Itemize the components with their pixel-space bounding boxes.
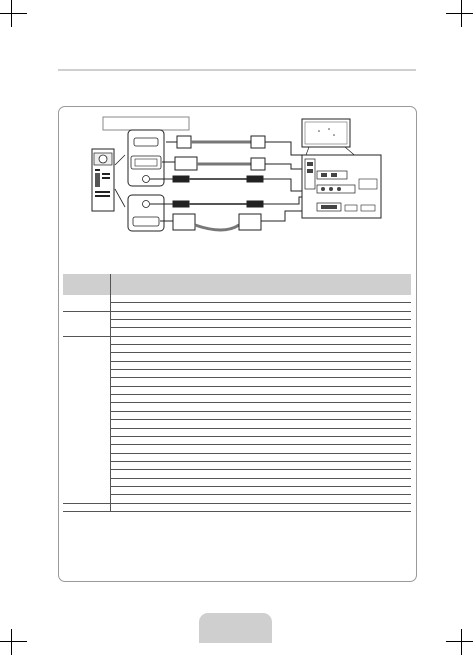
table-cell [283, 453, 357, 461]
table-cell [357, 395, 411, 403]
table-cell [110, 445, 151, 453]
table-cell [283, 478, 357, 486]
table-cell [221, 503, 284, 511]
table-row [63, 311, 411, 319]
table-cell [357, 420, 411, 428]
table-cell [357, 486, 411, 494]
table-cell [357, 303, 411, 311]
table-cell [63, 320, 110, 328]
table-row [63, 436, 411, 444]
table-cell [221, 395, 284, 403]
table-header-row [63, 274, 411, 295]
table-cell [63, 478, 110, 486]
table-cell [357, 503, 411, 511]
table-cell [221, 495, 284, 503]
table-cell [283, 336, 357, 344]
table-cell [152, 303, 221, 311]
table-cell [63, 386, 110, 394]
table-cell [221, 478, 284, 486]
table-cell [357, 320, 411, 328]
table-cell [110, 395, 151, 403]
table-cell [357, 361, 411, 369]
table-cell [152, 403, 221, 411]
table-row [63, 503, 411, 511]
crop-mark-br-v [461, 629, 462, 655]
table-row [63, 361, 411, 369]
table-cell [63, 395, 110, 403]
crop-mark-br-h [446, 641, 473, 642]
table-cell [152, 478, 221, 486]
table-row [63, 428, 411, 436]
pc-connection-diagram [59, 107, 416, 257]
content-panel [58, 106, 417, 582]
table-row [63, 303, 411, 311]
table-header-cell [357, 274, 411, 295]
pc-port-panel-lower [128, 195, 164, 231]
table-cell [221, 411, 284, 419]
table-cell [63, 403, 110, 411]
table-body [63, 295, 411, 511]
table-cell [357, 353, 411, 361]
table-cell [63, 428, 110, 436]
table-cell [221, 370, 284, 378]
table-cell [152, 445, 221, 453]
table-cell [357, 378, 411, 386]
table-row [63, 353, 411, 361]
table-cell [221, 403, 284, 411]
page-number-tab [199, 613, 272, 643]
table-cell [63, 453, 110, 461]
table-row [63, 295, 411, 303]
table-cell [221, 361, 284, 369]
header-rule [58, 69, 416, 71]
table-row [63, 345, 411, 353]
table-cell [283, 320, 357, 328]
table-cell [283, 345, 357, 353]
crop-mark-tl-h [0, 13, 27, 14]
crop-mark-tr-h [446, 13, 473, 14]
table-row [63, 386, 411, 394]
table-cell [110, 336, 151, 344]
table-cell [283, 486, 357, 494]
table-cell [63, 445, 110, 453]
table-cell [283, 503, 357, 511]
table-row [63, 495, 411, 503]
table-cell [283, 428, 357, 436]
table-cell [283, 361, 357, 369]
table-row [63, 478, 411, 486]
pc-port-panel-upper [128, 130, 164, 186]
table-row [63, 403, 411, 411]
table-cell [110, 311, 151, 319]
table-row [63, 445, 411, 453]
table-cell [152, 378, 221, 386]
table-cell [152, 328, 221, 336]
table-cell [357, 345, 411, 353]
table-cell [110, 386, 151, 394]
table-cell [110, 486, 151, 494]
table-cell [357, 403, 411, 411]
table-cell [152, 461, 221, 469]
table-cell [110, 403, 151, 411]
table-cell [110, 361, 151, 369]
table-row [63, 461, 411, 469]
table-cell [283, 445, 357, 453]
audio-cable-lower [150, 197, 305, 207]
table-cell [63, 470, 110, 478]
table-cell [357, 436, 411, 444]
table-cell [357, 428, 411, 436]
table-cell [63, 486, 110, 494]
table-cell [63, 461, 110, 469]
table-cell [283, 403, 357, 411]
table-cell [357, 311, 411, 319]
table-header-cell [152, 274, 221, 295]
table-cell [152, 503, 221, 511]
table-cell [221, 311, 284, 319]
table-cell [283, 303, 357, 311]
table-row [63, 378, 411, 386]
table-cell [110, 420, 151, 428]
table-cell [110, 411, 151, 419]
table-cell [152, 436, 221, 444]
table-row [63, 370, 411, 378]
table-cell [357, 370, 411, 378]
table-cell [221, 353, 284, 361]
table-cell [63, 420, 110, 428]
table-row [63, 411, 411, 419]
table-cell [152, 345, 221, 353]
table-cell [110, 328, 151, 336]
table-cell [283, 370, 357, 378]
table-cell [221, 486, 284, 494]
table-cell [63, 336, 110, 344]
table-cell [110, 436, 151, 444]
table-cell [283, 411, 357, 419]
table-cell [63, 495, 110, 503]
table-cell [152, 470, 221, 478]
table-cell [221, 336, 284, 344]
table-cell [357, 461, 411, 469]
table-cell [110, 461, 151, 469]
table-cell [221, 303, 284, 311]
table-cell [152, 420, 221, 428]
table-cell [110, 495, 151, 503]
table-cell [152, 495, 221, 503]
table-cell [221, 428, 284, 436]
table-cell [283, 295, 357, 303]
table-cell [221, 420, 284, 428]
table-cell [152, 486, 221, 494]
table-cell [63, 411, 110, 419]
diagram-label-box [103, 117, 189, 130]
dvi-cable [162, 157, 305, 170]
table-cell [152, 370, 221, 378]
table-cell [63, 353, 110, 361]
table-cell [152, 361, 221, 369]
table-cell [221, 295, 284, 303]
table-cell [221, 461, 284, 469]
table-cell [63, 361, 110, 369]
table-cell [357, 336, 411, 344]
table-cell [110, 470, 151, 478]
table-row [63, 320, 411, 328]
table-cell [63, 311, 110, 319]
table-cell [357, 470, 411, 478]
tv-rear-panel [302, 155, 381, 218]
table-cell [110, 303, 151, 311]
table-cell [283, 436, 357, 444]
table-cell [152, 395, 221, 403]
table-cell [63, 295, 110, 303]
table-row [63, 420, 411, 428]
table-row [63, 395, 411, 403]
display-modes-table [63, 274, 411, 512]
table-cell [110, 428, 151, 436]
tv-icon [302, 119, 350, 147]
table-cell [357, 295, 411, 303]
table-cell [221, 445, 284, 453]
table-row [63, 453, 411, 461]
table-cell [221, 345, 284, 353]
table-cell [152, 453, 221, 461]
table-row [63, 486, 411, 494]
table-cell [152, 386, 221, 394]
dsub-cable [160, 211, 305, 230]
crop-mark-bl-v [11, 629, 12, 655]
table-cell [283, 420, 357, 428]
table-cell [221, 453, 284, 461]
table-cell [283, 311, 357, 319]
table-cell [283, 470, 357, 478]
table-cell [110, 478, 151, 486]
crop-mark-bl-h [0, 641, 27, 642]
table-cell [110, 378, 151, 386]
pc-tower-icon [92, 149, 114, 211]
table-cell [283, 386, 357, 394]
table-cell [152, 320, 221, 328]
table-cell [63, 303, 110, 311]
table-cell [283, 461, 357, 469]
table-cell [152, 336, 221, 344]
table-cell [221, 386, 284, 394]
table-cell [283, 395, 357, 403]
table-cell [357, 411, 411, 419]
table-cell [63, 370, 110, 378]
table-cell [63, 345, 110, 353]
table-cell [357, 453, 411, 461]
table-cell [110, 345, 151, 353]
table-row [63, 328, 411, 336]
table-cell [152, 411, 221, 419]
table-cell [152, 353, 221, 361]
table-cell [110, 453, 151, 461]
table-cell [283, 495, 357, 503]
table-cell [357, 328, 411, 336]
table-cell [152, 428, 221, 436]
table-header-cell [221, 274, 284, 295]
table-header-cell [283, 274, 357, 295]
table-cell [63, 436, 110, 444]
table-cell [283, 328, 357, 336]
table-cell [152, 295, 221, 303]
table-cell [283, 353, 357, 361]
table-cell [110, 370, 151, 378]
table-cell [221, 470, 284, 478]
table-cell [357, 478, 411, 486]
table-row [63, 470, 411, 478]
table-cell [221, 320, 284, 328]
table-cell [221, 436, 284, 444]
table-cell [283, 378, 357, 386]
table-cell [110, 503, 151, 511]
hdmi-cable [166, 136, 305, 155]
table-cell [357, 495, 411, 503]
table-cell [63, 503, 110, 511]
table-cell [357, 386, 411, 394]
table-cell [110, 295, 151, 303]
table-row [63, 336, 411, 344]
table-cell [152, 311, 221, 319]
table-cell [63, 378, 110, 386]
table-cell [221, 378, 284, 386]
audio-cable-upper [150, 176, 305, 191]
table-cell [63, 328, 110, 336]
table-header-cell [63, 274, 110, 295]
table-cell [357, 445, 411, 453]
table-cell [110, 353, 151, 361]
table-cell [110, 320, 151, 328]
table-header-cell [110, 274, 151, 295]
table-cell [221, 328, 284, 336]
